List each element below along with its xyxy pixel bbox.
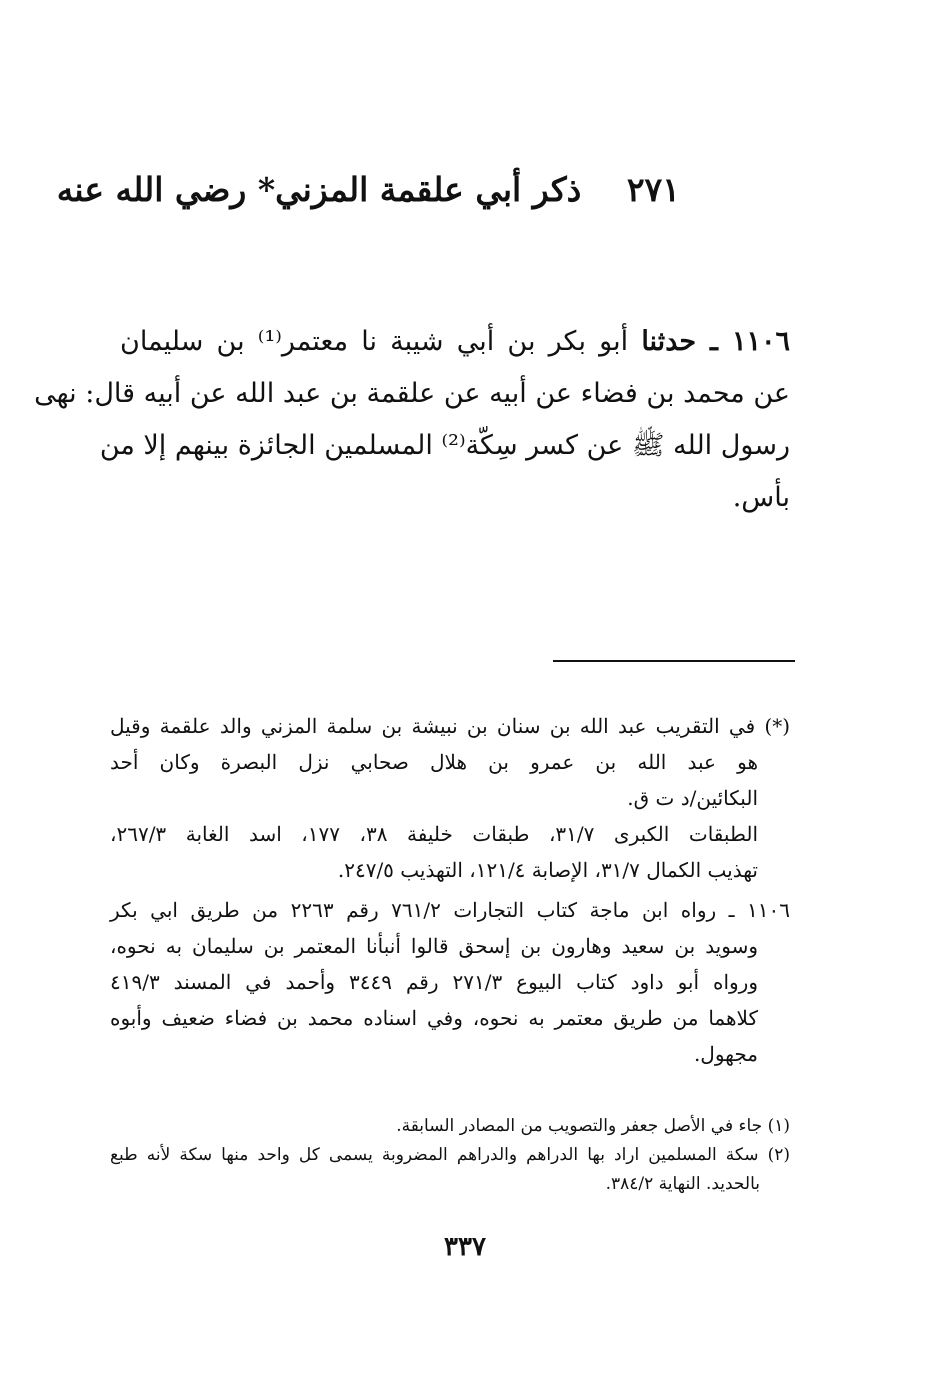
- footnote-line: مجهول.: [693, 1042, 758, 1066]
- hadith-line: عن محمد بن فضاء عن أبيه عن علقمة بن عبد الله عن أبيه قال: نهى: [34, 378, 790, 409]
- page-number: ٣٣٧: [444, 1232, 486, 1262]
- footnote-divider: [553, 660, 795, 662]
- hadith-line: رسول الله ﷺ عن كسر سِكّة⁽²⁾ المسلمين الجائزة بينهم إلا من: [99, 430, 790, 461]
- footnote-line: البكائين/د ت ق.: [627, 786, 758, 810]
- hadith-line-text: أبو بكر بن أبي شيبة نا معتمر⁽¹⁾ بن سليمان: [120, 326, 629, 357]
- chapter-title: ذكر أبي علقمة المزني* رضي الله عنه: [56, 170, 582, 209]
- hadith-text: [34, 316, 790, 524]
- footnote-line: تهذيب الكمال ٣١/٧، الإصابة ١٢١/٤، التهذيب ٢٤٧/٥.: [337, 858, 758, 882]
- note-2: (٢) سكة المسلمين اراد بها الدراهم والدراهم المضروبة يسمى كل واحد منها سكة لأنه طبع: [110, 1145, 790, 1165]
- hadith-number: ١١٠٦ ـ حدثنا: [641, 326, 790, 357]
- footnote-line: (*) في التقريب عبد الله بن سنان بن نبيشة بن سلمة المزني والد علقمة وقيل: [110, 714, 790, 738]
- hadith-line: [120, 316, 790, 368]
- footnotes: [110, 708, 790, 1076]
- footnote-line: ورواه أبو داود كتاب البيوع ٢٧١/٣ رقم ٣٤٤٩ وأحمد في المسند ٤١٩/٣: [110, 970, 758, 994]
- hadith-line: بأس.: [732, 482, 790, 513]
- note-1: (١) جاء في الأصل جعفر والتصويب من المصادر السابقة.: [396, 1116, 790, 1136]
- note-2-continued: بالحديد. النهاية ٣٨٤/٢.: [605, 1174, 760, 1194]
- chapter-number: ٢٧١: [626, 170, 680, 209]
- endnotes: [110, 1112, 790, 1199]
- footnote-line: هو عبد الله بن عمرو بن هلال صحابي نزل البصرة وكان أحد: [110, 750, 758, 774]
- footnote-line: كلاهما من طريق معتمر به نحوه، وفي اسناده محمد بن فضاء ضعيف وأبوه: [110, 1006, 758, 1030]
- footnote-line: ١١٠٦ ـ رواه ابن ماجة كتاب التجارات ٧٦١/٢ رقم ٢٢٦٣ من طريق ابي بكر: [110, 898, 790, 922]
- footnote-1106: [110, 892, 790, 1072]
- footnote-star: [110, 708, 790, 888]
- footnote-line: وسويد بن سعيد وهارون بن إسحق قالوا أنبأنا المعتمر بن سليمان به نحوه،: [110, 934, 758, 958]
- chapter-heading: [56, 168, 680, 212]
- footnote-line: الطبقات الكبرى ٣١/٧، طبقات خليفة ٣٨، ١٧٧، اسد الغابة ٢٦٧/٣،: [110, 822, 759, 846]
